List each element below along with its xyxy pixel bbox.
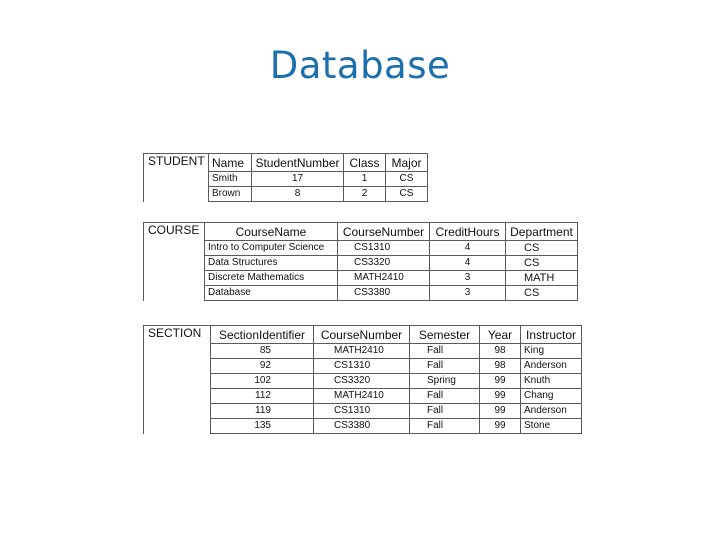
table-cell: 4 [430,241,506,256]
table-cell: King [521,344,582,359]
table-cell: 102 [211,374,314,389]
table-cell: 98 [480,359,521,374]
table-cell: Chang [521,389,582,404]
table-cell: 3 [430,271,506,286]
table-cell: Fall [410,344,480,359]
column-header: Major [386,154,428,172]
table-cell: Data Structures [205,256,338,271]
table-row [144,256,578,271]
table-cell: 1 [344,172,386,187]
table-cell: Database [205,286,338,301]
table-row [144,286,578,301]
table-cell: MATH2410 [314,344,410,359]
table-cell: Brown [209,187,252,202]
table-cell: 98 [480,344,521,359]
table-cell: 99 [480,389,521,404]
table-cell: MATH [506,271,578,286]
table-header-row [144,223,578,241]
table-cell: CS [386,187,428,202]
table-cell: CS3320 [338,256,430,271]
table-cell: 99 [480,419,521,434]
table-cell: MATH2410 [314,389,410,404]
table-cell: MATH2410 [338,271,430,286]
column-header: CourseNumber [314,326,410,344]
table-cell: 99 [480,374,521,389]
table-cell: CS1310 [338,241,430,256]
column-header: Department [506,223,578,241]
table-cell: CS3380 [314,419,410,434]
table-cell: Anderson [521,404,582,419]
table-cell: Stone [521,419,582,434]
slide-title: Database [269,44,451,87]
table-cell: 8 [252,187,344,202]
table-cell: CS [506,241,578,256]
relation-name: COURSE [144,223,205,301]
column-header: SectionIdentifier [211,326,314,344]
section-table [143,325,582,434]
table-cell: 119 [211,404,314,419]
table-cell: Knuth [521,374,582,389]
table-cell: CS [506,286,578,301]
table-cell: 99 [480,404,521,419]
column-header: CourseNumber [338,223,430,241]
table-cell: 112 [211,389,314,404]
table-cell: 17 [252,172,344,187]
column-header: Class [344,154,386,172]
table-cell: CS [506,256,578,271]
table-cell: Fall [410,389,480,404]
table-cell: 135 [211,419,314,434]
student-table [143,153,428,202]
table-cell: Discrete Mathematics [205,271,338,286]
table-cell: 85 [211,344,314,359]
table-row [144,241,578,256]
table-cell: Intro to Computer Science [205,241,338,256]
table-cell: CS1310 [314,359,410,374]
table-cell: CS [386,172,428,187]
table-cell: Smith [209,172,252,187]
column-header: Semester [410,326,480,344]
table-cell: 92 [211,359,314,374]
table-cell: 4 [430,256,506,271]
table-row [144,271,578,286]
column-header: Year [480,326,521,344]
column-header: Instructor [521,326,582,344]
relation-name: SECTION [144,326,211,434]
table-header-row [144,326,582,344]
relation-name: STUDENT [144,154,209,202]
table-cell: Fall [410,419,480,434]
table-cell: 3 [430,286,506,301]
column-header: CourseName [205,223,338,241]
table-cell: Anderson [521,359,582,374]
table-cell: Fall [410,404,480,419]
table-cell: Fall [410,359,480,374]
table-cell: CS1310 [314,404,410,419]
table-header-row [144,154,428,172]
column-header: Name [209,154,252,172]
table-cell: 2 [344,187,386,202]
column-header: StudentNumber [252,154,344,172]
table-cell: Spring [410,374,480,389]
column-header: CreditHours [430,223,506,241]
table-cell: CS3320 [314,374,410,389]
course-table [143,222,578,301]
table-cell: CS3380 [338,286,430,301]
